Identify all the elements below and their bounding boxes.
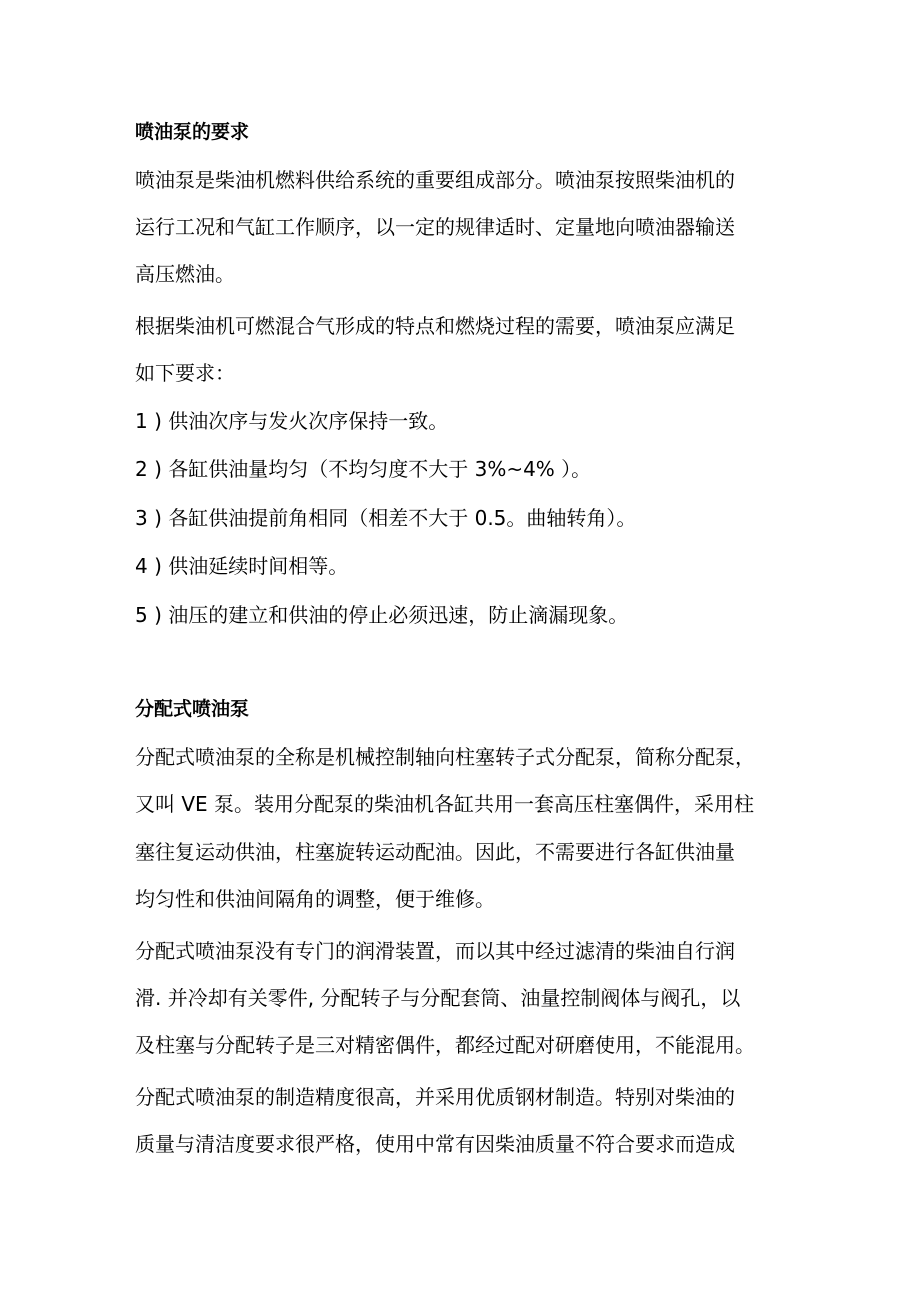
paragraph-line: 及柱塞与分配转子是三对精密偶件，都经过配对研磨使用，不能混用。 bbox=[135, 1033, 755, 1057]
section-title-distributor-pump: 分配式喷油泵 bbox=[135, 698, 250, 720]
paragraph-line: 又叫 VE 泵。装用分配泵的柴油机各缸共用一套高压柱塞偶件，采用柱 bbox=[135, 792, 755, 816]
paragraph-line: 滑. 并冷却有关零件, 分配转子与分配套筒、油量控制阀体与阀孔，以 bbox=[135, 986, 741, 1010]
paragraph-line: 分配式喷油泵没有专门的润滑装置，而以其中经过滤清的柴油自行润 bbox=[135, 939, 735, 963]
paragraph-line: 均匀性和供油间隔角的调整，便于维修。 bbox=[135, 887, 495, 911]
paragraph-line: 分配式喷油泵的全称是机械控制轴向柱塞转子式分配泵，简称分配泵， bbox=[135, 745, 755, 769]
requirement-item: 5 ) 油压的建立和供油的停止必须迅速，防止滴漏现象。 bbox=[135, 603, 629, 627]
requirement-item: 4 ) 供油延续时间相等。 bbox=[135, 554, 349, 578]
requirement-item: 1 ) 供油次序与发火次序保持一致。 bbox=[135, 409, 449, 433]
paragraph-line: 高压燃油。 bbox=[135, 262, 235, 286]
requirement-item: 2 ) 各缸供油量均匀（不均匀度不大于 3%~4% ）。 bbox=[135, 457, 592, 481]
paragraph-line: 塞往复运动供油，柱塞旋转运动配油。因此，不需要进行各缸供油量 bbox=[135, 840, 735, 864]
paragraph-line: 分配式喷油泵的制造精度很高，并采用优质钢材制造。特别对柴油的 bbox=[135, 1085, 735, 1109]
paragraph-line: 运行工况和气缸工作顺序，以一定的规律适时、定量地向喷油器输送 bbox=[135, 215, 735, 239]
requirement-item: 3 ) 各缸供油提前角相同（相差不大于 0.5。曲轴转角）。 bbox=[135, 506, 637, 530]
paragraph-line: 根据柴油机可燃混合气形成的特点和燃烧过程的需要，喷油泵应满足 bbox=[135, 314, 735, 338]
paragraph-line: 喷油泵是柴油机燃料供给系统的重要组成部分。喷油泵按照柴油机的 bbox=[135, 168, 735, 192]
paragraph-line: 如下要求： bbox=[135, 361, 235, 385]
section-title-injection-pump-requirements: 喷油泵的要求 bbox=[135, 121, 250, 143]
paragraph-line: 质量与清洁度要求很严格，使用中常有因柴油质量不符合要求而造成 bbox=[135, 1132, 735, 1156]
